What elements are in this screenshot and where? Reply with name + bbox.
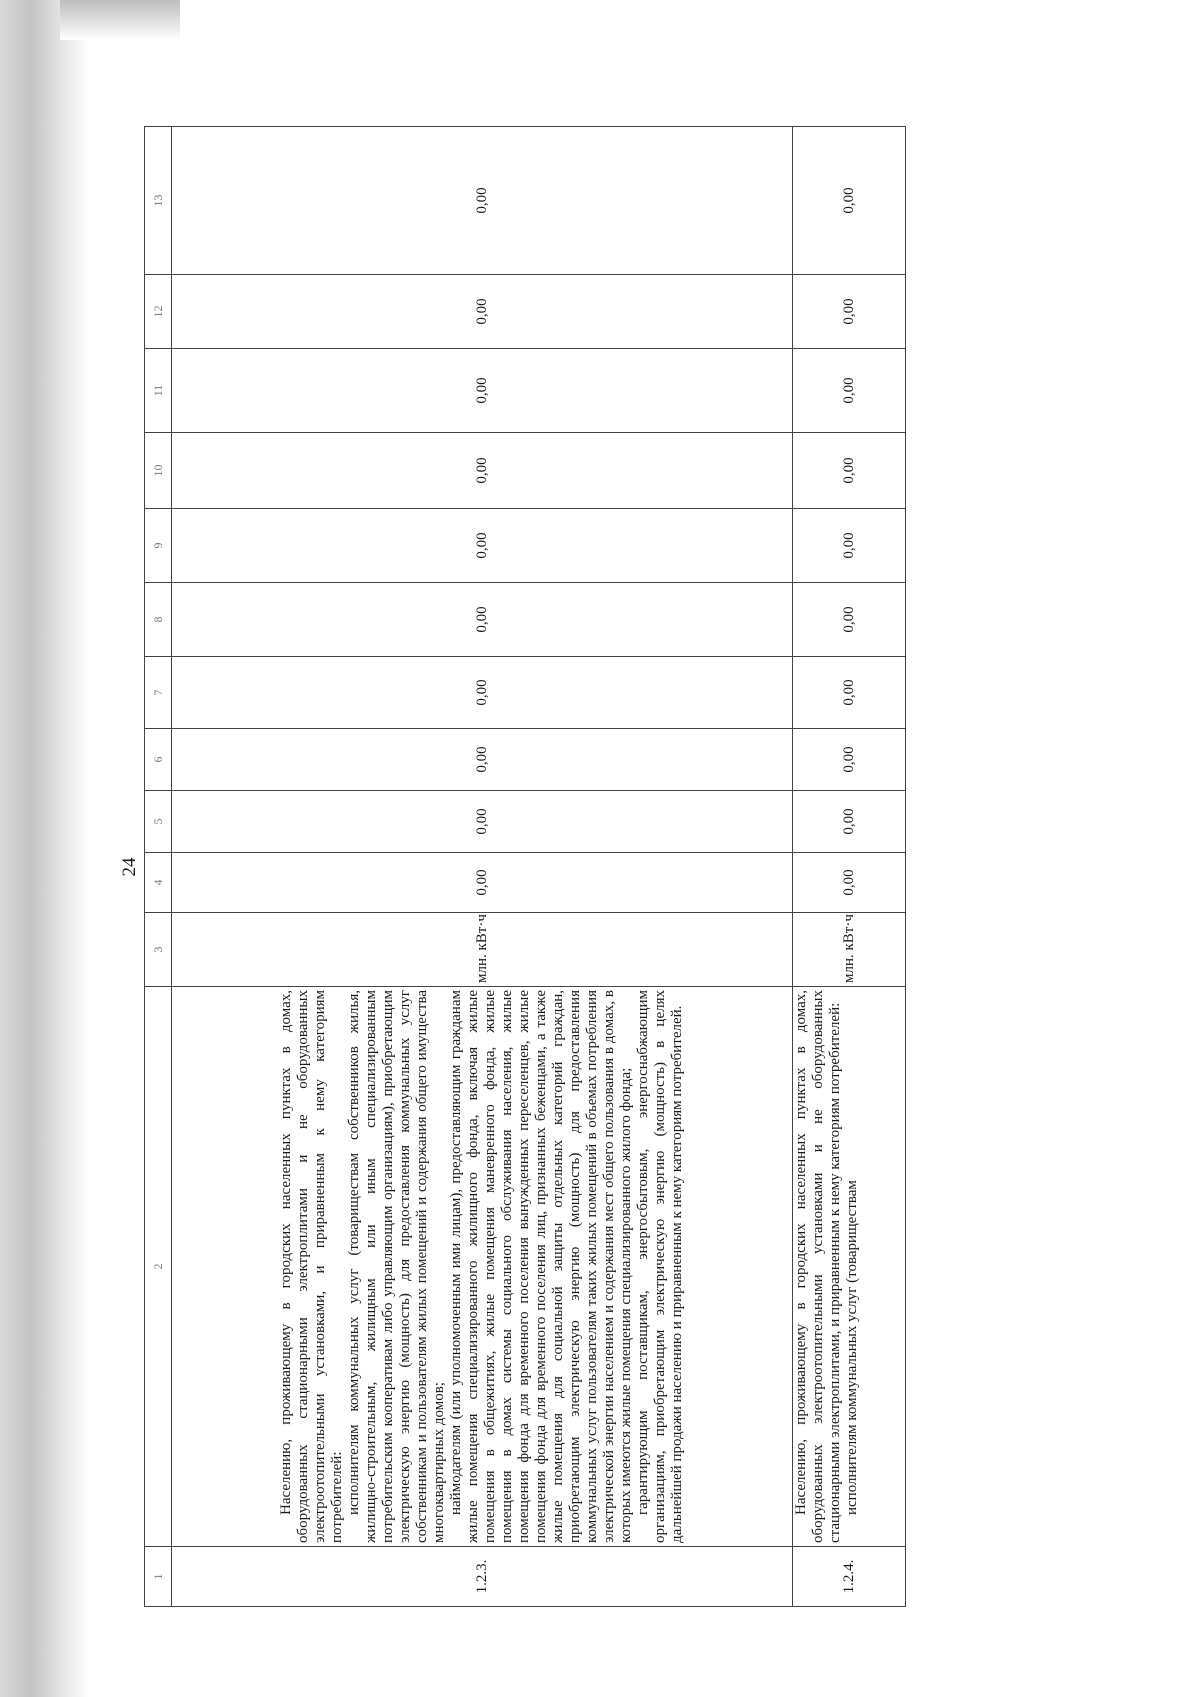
value-cell: 0,00 — [172, 583, 793, 657]
value-cell: 0,00 — [172, 275, 793, 349]
value-cell: 0,00 — [172, 127, 793, 275]
value-cell: 0,00 — [793, 657, 906, 729]
value-cell: 0,00 — [793, 509, 906, 583]
table-row — [793, 127, 906, 1607]
description-paragraph: Населению, проживающему в городских населенных пунктах в домах, оборудованных электроотопительными установками и не оборудованных стационарными электроплитами, и приравненным к нему категориям потребителей: — [793, 990, 843, 1543]
unit-cell: млн. кВт·ч — [172, 913, 793, 987]
header-cell: 13 — [145, 127, 172, 275]
rotated-page — [120, 127, 980, 1607]
value-cell: 0,00 — [793, 791, 906, 853]
page-number: 24 — [119, 857, 140, 877]
value-cell: 0,00 — [172, 729, 793, 791]
value-cell: 0,00 — [793, 583, 906, 657]
description-paragraph: Населению, проживающему в городских населенных пунктах в домах, оборудованных стационарными электроплитами и не оборудованных электроотопительными установками, и приравненным к нему категориям потребителей: — [278, 990, 345, 1543]
value-cell: 0,00 — [793, 349, 906, 433]
value-cell: 0,00 — [172, 509, 793, 583]
header-row — [145, 127, 172, 1607]
row-description — [793, 987, 906, 1547]
value-cell: 0,00 — [793, 127, 906, 275]
header-cell: 1 — [145, 1547, 172, 1607]
header-cell: 7 — [145, 657, 172, 729]
value-cell: 0,00 — [172, 791, 793, 853]
row-description — [172, 987, 793, 1547]
header-cell: 4 — [145, 853, 172, 913]
header-cell: 5 — [145, 791, 172, 853]
table-row — [172, 127, 793, 1607]
header-cell: 2 — [145, 987, 172, 1547]
description-paragraph: исполнителям коммунальных услуг (товариществам — [844, 1180, 860, 1515]
header-cell: 10 — [145, 433, 172, 509]
value-cell: 0,00 — [793, 275, 906, 349]
description-paragraph: наймодателям (или уполномоченным ими лицам), предоставляющим гражданам жилые помещения специализированного жилищного фонда, включая жилые помещения в общежитиях, жилые помещения маневренного фонда, жилые помещения в домах системы социального обслуживания населения, жилые помещения фонда для временного поселения вынужденных переселенцев, жилые помещения фонда для временного поселения лиц, признанных беженцами, а также жилые помещения для социальной защиты отдельных категорий граждан, приобретающим электрическую энергию (мощность) для предоставления коммунальных услуг пользователям таких жилых помещений в объемах потребления электрической энергии населением и содержания мест общего пользования в домах, в которых имеются жилые помещения специализированного жилого фонда; — [448, 990, 634, 1543]
value-cell: 0,00 — [172, 657, 793, 729]
value-cell: 0,00 — [793, 729, 906, 791]
header-cell: 12 — [145, 275, 172, 349]
tariff-table — [144, 126, 906, 1607]
row-number: 1.2.4. — [793, 1547, 906, 1607]
value-cell: 0,00 — [172, 433, 793, 509]
header-cell: 3 — [145, 913, 172, 987]
description-paragraph: гарантирующим поставщикам, энергосбытовым, энергоснабжающим организациям, приобретающим электрическую энергию (мощность) в целях дальнейшей продажи населению и приравненным к нему категориям потребителей. — [635, 990, 685, 1543]
value-cell: 0,00 — [793, 853, 906, 913]
header-cell: 9 — [145, 509, 172, 583]
header-cell: 11 — [145, 349, 172, 433]
scan-binding-shadow — [0, 0, 90, 1697]
unit-cell: млн. кВт·ч — [793, 913, 906, 987]
value-cell: 0,00 — [793, 433, 906, 509]
row-number: 1.2.3. — [172, 1547, 793, 1607]
header-cell: 6 — [145, 729, 172, 791]
value-cell: 0,00 — [172, 349, 793, 433]
scan-corner-shadow — [60, 0, 180, 40]
value-cell: 0,00 — [172, 853, 793, 913]
description-paragraph: исполнителям коммунальных услуг (товариществам собственников жилья, жилищно-строительным, жилищным или иным специализированным потребительским кооперативам либо управляющим организациям), приобретающим электрическую энергию (мощность) для предоставления коммунальных услуг собственникам и пользователям жилых помещений и содержания общего имущества многоквартирных домов; — [346, 990, 447, 1543]
header-cell: 8 — [145, 583, 172, 657]
